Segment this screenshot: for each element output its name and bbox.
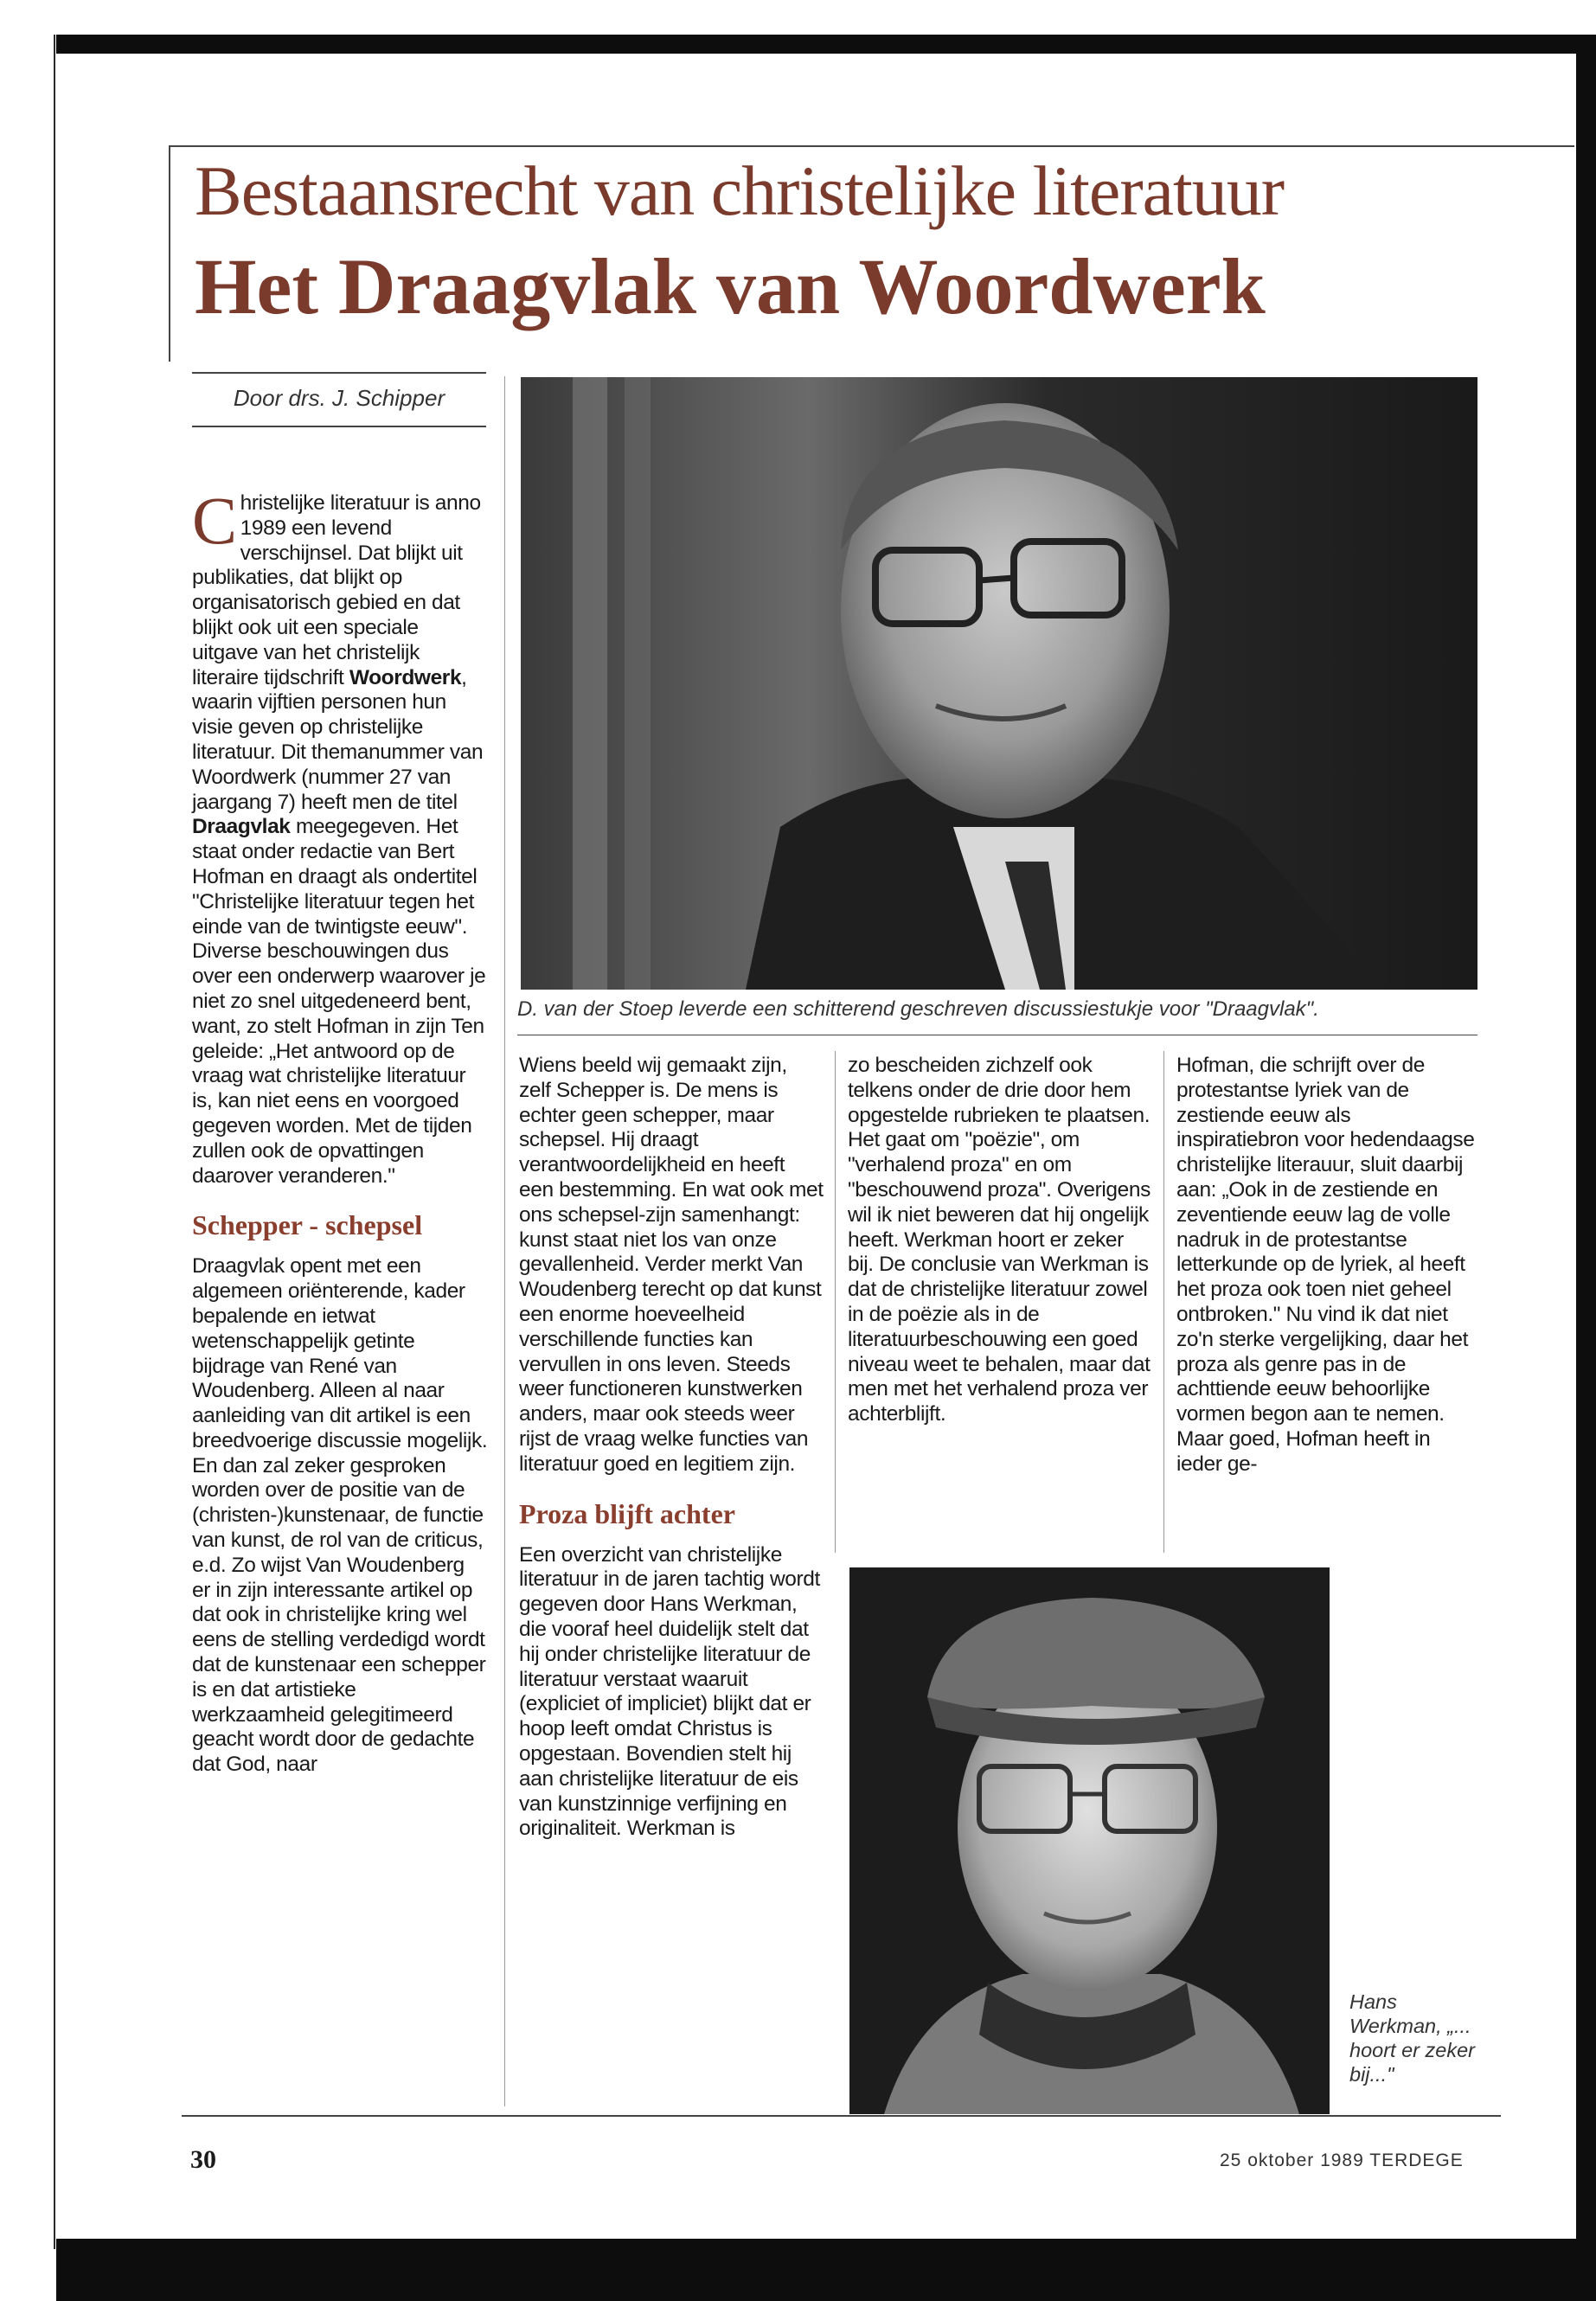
column-2 bbox=[519, 1054, 824, 1842]
article-kicker: Bestaansrecht van christelijke literatuur bbox=[195, 151, 1285, 230]
column-divider-3 bbox=[1163, 1051, 1164, 1553]
top-rule bbox=[169, 145, 1574, 147]
byline-rule-top bbox=[192, 372, 486, 374]
portrait-photo-svg bbox=[521, 377, 1477, 990]
werkman-caption: Hans Werkman, „... hoort er zeker bij..." bbox=[1349, 1990, 1475, 2086]
column-2-body-b: Een overzicht van christelijke literatuur in de jaren tachtig wordt gegeven door Hans Werkman, die vooraf heel duidelijk stelt dat hij onder christelijke literatuur de literatuur verstaat waaruit (expliciet of impliciet) blijkt dat er hoop leeft omdat Christus is opgestaan. Bovendien stelt hij aan christelijke literatuur de eis van kunstzinnige verfijning en originaliteit. Werkman is bbox=[519, 1542, 820, 1841]
footer-rule bbox=[182, 2115, 1501, 2117]
intro-text-b: , waarin vijftien personen hun visie geven op christelijke literatuur. Dit themanummer van Woordwerk (nummer 27 van jaargang 7) heeft men de titel bbox=[192, 665, 484, 814]
intro-paragraph bbox=[192, 483, 488, 1189]
byline-rule-bottom bbox=[192, 426, 486, 427]
scan-border-top bbox=[56, 35, 1596, 54]
article-headline: Het Draagvlak van Woordwerk bbox=[195, 242, 1266, 330]
portrait-photo-hans-werkman bbox=[849, 1567, 1330, 2114]
column-3-body: zo bescheiden zichzelf ook telkens onder de drie door hem opgestelde rubrieken te plaatsen. Het gaat om "poëzie", om "verhalend proza" en om "beschouwend proza". Overigens wil ik niet beweren dat hij ongelijk heeft. Werkman hoort er zeker bij. De conclusie van Werkman is dat de christelijke literatuur zowel in de poëzie als in de literatuurbeschouwing een goed niveau weet te behalen, maar dat men met het verhalend proza ver achterblijft. bbox=[848, 1054, 1151, 1426]
column-3 bbox=[848, 1054, 1151, 1427]
portrait-photo-van-der-stoep bbox=[521, 377, 1477, 990]
intro-text-a: hristelijke literatuur is anno 1989 een levend verschijnsel. Dat blijkt uit publikaties, dat blijkt op organisatorisch gebied en dat blijkt ook uit een speciale uitgave van het christelijk literaire tijdschrift bbox=[192, 491, 481, 689]
column-1-body: Draagvlak opent met een algemeen oriënterende, kader bepalende en ietwat wetenschappelijk getinte bijdrage van René van Woudenberg. Alleen al naar aanleiding van dit artikel is een breedvoerige discussie mogelijk. En dan zal zeker gesproken worden over de positie van de (christen-)kunstenaar, de functie van kunst, de rol van de criticus, e.d. Zo wijst Van Woudenberg er in zijn interessante artikel op dat ook in christelijke kring wel eens de stelling verdedigd wordt dat de kunstenaar een schepper is en dat artistieke werkzaamheid gelegitimeerd geacht wordt door de gedachte dat God, naar bbox=[192, 1254, 488, 1777]
column-divider-1 bbox=[504, 376, 505, 2106]
column-2-body-a: Wiens beeld wij gemaakt zijn, zelf Schepper is. De mens is echter geen schepper, maar schepsel. Hij draagt verantwoordelijkheid en heeft een bestemming. En wat ook met ons schepsel-zijn samenhangt: kunst staat niet los van onze gevallenheid. Verder merkt Van Woudenberg terecht op dat kunst een enorme hoeveelheid verschillende functies kan vervullen in ons leven. Steeds weer functioneren kunstwerken anders, maar ook steeds weer rijst de vraag welke functies van literatuur goed en legitiem zijn. bbox=[519, 1054, 824, 1476]
page-edge-left bbox=[54, 35, 55, 2249]
intro-bold-woordwerk: Woordwerk bbox=[349, 665, 462, 689]
main-photo-caption: D. van der Stoep leverde een schitterend geschreven discussiestukje voor "Draagvlak". bbox=[517, 997, 1319, 1021]
column-divider-2 bbox=[835, 1051, 836, 1553]
scan-border-right bbox=[1576, 35, 1596, 2301]
title-left-rule bbox=[169, 145, 170, 362]
drop-cap: C bbox=[192, 483, 237, 558]
column-1 bbox=[192, 483, 488, 1778]
page-number: 30 bbox=[190, 2145, 216, 2174]
subhead-proza-blijft-achter: Proza blijft achter bbox=[519, 1497, 735, 1529]
werkman-photo-svg bbox=[849, 1567, 1330, 2114]
scan-border-bottom bbox=[56, 2239, 1596, 2301]
column-4 bbox=[1176, 1054, 1477, 1477]
byline: Door drs. J. Schipper bbox=[233, 385, 445, 411]
subhead-schepper-schepsel: Schepper - schepsel bbox=[192, 1209, 423, 1241]
intro-text-c: meegegeven. Het staat onder redactie van Bert Hofman en draagt als ondertitel "Christelijke literatuur tegen het einde van de twintigste eeuw". Diverse beschouwingen dus over een onderwerp waarover je niet zo snel uitgedeneerd bent, want, zo stelt Hofman in zijn Ten geleide: „Het antwoord op de vraag wat christelijke literatuur is, kan niet eens en voorgoed gegeven worden. Met de tijden zullen ook de opvattingen daarover veranderen." bbox=[192, 815, 486, 1188]
issue-line bbox=[1220, 2150, 1464, 2171]
column-4-body: Hofman, die schrijft over de protestantse lyriek van de zestiende eeuw als inspiratiebron voor hedendaagse christelijke literauur, sluit daarbij aan: „Ook in de zestiende en zeventiende eeuw lag de volle nadruk in de protestantse letterkunde op de lyriek, al heeft het proza ook toen niet geheel ontbroken." Nu vind ik dat niet zo'n sterke vergelijking, daar het proza als genre pas in de achttiende eeuw behoorlijke vormen begon aan te nemen. Maar goed, Hofman heeft in ieder ge- bbox=[1176, 1054, 1475, 1476]
issue-text: 25 oktober 1989 TERDEGE bbox=[1220, 2150, 1464, 2170]
intro-bold-draagvlak: Draagvlak bbox=[192, 815, 291, 839]
